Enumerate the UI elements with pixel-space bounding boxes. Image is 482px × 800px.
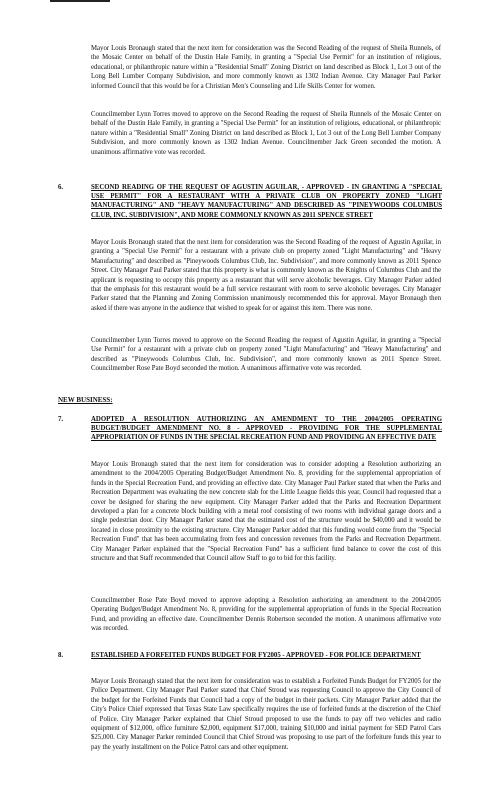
paragraph-budget-intro: Mayor Louis Bronaugh stated that the next item for consideration was to consider adopting a Resolution authorizing an amendment to the 2004/2005 Operating Budget/Budget Amendment No. 8, providing for the supplemental appropriation of funds in the Special Recreation Fund, and providing an effective date. City Manager Paul Parker stated that when the Parks and Recreation Department was evaluating the new concrete slab for the Little League fields this year, Council had requested that a cover be designed for sharing the new equipment. City Manager Parker added that the Parks and Recreation Department developed a plan for a concrete block building with a metal roof consisting of two rooms with individual garage doors and a single pedestrian door. City Manager Parker stated that the estimated cost of the structure would be $40,000 and it would be located in close proximity to the existing structure. City Manager Parker added that this funding would come from the "Special Recreation Fund" that has been accumulating from fees and concession revenues from the Parks and Recreation Department. City Manager Parker explained that the "Special Recreation Fund" has a sufficient fund balance to cover the cost of this structure and that Staff recommended that Council allow Staff to go to bid for this facility.	[91, 461, 441, 563]
new-business-heading: NEW BUSINESS:	[58, 396, 113, 404]
item-number: 8.	[58, 652, 64, 659]
paragraph-budget-motion: Councilmember Rose Pate Boyd moved to approve adopting a Resolution authorizing an amendment to the 2004/2005 Operating Budget/Budget Amendment No. 8, providing for the supplemental appropriation of funds in the Special Recreation Fund, and providing an effective date. Councilmember Dennis Robertson seconded the motion. A unanimous affirmative vote was recorded.	[91, 597, 441, 633]
item-title: ADOPTED A RESOLUTION AUTHORIZING AN AMENDMENT TO THE 2004/2005 OPERATING BUDGET/BUDGET AMENDMENT NO. 8 - APPROVED - PROVIDING FOR THE SUPPLEMENTAL APPROPRIATION OF FUNDS IN THE SPECIAL RECREATION FUND AND PROVIDING AN EFFECTIVE DATE	[91, 416, 442, 442]
paragraph-mosaic-center-intro: Mayor Louis Bronaugh stated that the next item for consideration was the Second Reading of the request of Sheila Runnels, of the Mosaic Center on behalf of the Dustin Hale Family, in granting a "Special Use Permit" for an institution of religious, educational, or philanthropic nature within a "Residential Small" Zoning District on land described as Block 1, Lot 3 out of the Long Bell Lumber Company Subdivision, and more commonly known as 1302 Indian Avenue. City Manager Paul Parker informed Council that this would be for a Christian Men's Counseling and Life Skills Center for women.	[91, 45, 441, 90]
agenda-item-8	[58, 651, 442, 660]
item-number: 7.	[58, 416, 64, 423]
paragraph-mosaic-center-motion: Councilmember Lynn Torres moved to approve on the Second Reading the request of Sheila Runnels of the Mosaic Center on behalf of the Dustin Hale Family, in granting a "Special Use Permit" for an institution of religious, educational, or philanthropic nature within a "Residential Small" Zoning District on land described as Block 1, Lot 3 out of the Long Bell Lumber Company Subdivision, and more commonly known as 1302 Indian Avenue. Councilmember Jack Green seconded the motion. A unanimous affirmative vote was recorded.	[91, 111, 441, 156]
paragraph-forfeited-funds: Mayor Louis Bronaugh stated that the next item for consideration was to establish a Forfeited Funds Budget for FY2005 for the Police Department. City Manager Paul Parker stated that Chief Stroud was requesting Council to approve the City Council of the budget for the Forfeited Funds that Council had a copy of the budget in their packets. City Manager Parker added that the City's Police Chief expressed that Texas State Law specifically requires the use of forfeited funds at the discretion of the Chief of Police. City Manager Parker explained that Chief Stroud proposed to use the funds to pay off two vehicles and radio equipment of $12,000, office furniture $2,000, equipment $17,000, training $10,000 and initial payment for SED Patrol Cars $25,000. City Manager Parker reminded Council that Chief Stroud was proposing to use part of the forfeiture funds this year to pay the yearly installment on the Police Patrol cars and other equipment.	[91, 678, 441, 751]
item-title: SECOND READING OF THE REQUEST OF AGUSTIN AGUILAR, - APPROVED - IN GRANTING A "SPECIAL USE PERMIT" FOR A RESTAURANT WITH A PRIVATE CLUB ON PROPERTY ZONED "LIGHT MANUFACTURING" AND "HEAVY MANUFACTURING" AND DESCRIBED AS "PINEYWOODS COLUMBUS CLUB, INC. SUBDIVISION", AND MORE COMMONLY KNOWN AS 2011 SPENCE STREET	[91, 184, 442, 219]
item-number: 6.	[58, 184, 64, 191]
item-title: ESTABLISHED A FORFEITED FUNDS BUDGET FOR FY2005 - APPROVED - FOR POLICE DEPARTMENT	[91, 652, 421, 659]
paragraph-aguilar-motion: Councilmember Lynn Torres moved to approve on the Second Reading the request of Agustin Aguilar, in granting a "Special Use Permit" for a restaurant with a private club on property zoned "Light Manufacturing" and "Heavy Manufacturing" and described as "Pineywoods Columbus Club, Inc. Subdivision", and more commonly known as 2011 Spence Street. Councilmember Rose Pate Boyd seconded the motion. A unanimous affirmative vote was recorded.	[91, 337, 441, 373]
paragraph-aguilar-intro: Mayor Louis Bronaugh stated that the next item for consideration was the Second Reading of the request of Agustin Aguilar, in granting a "Special Use Permit" for a restaurant with a private club on property zoned "Light Manufacturing" and "Heavy Manufacturing" and described as "Pineywoods Columbus Club, Inc. Subdivision", and more commonly known as 2011 Spence Street. City Manager Paul Parker stated that this property is what is commonly known as the Knights of Columbus Club and the applicant is requesting to occupy this property as a restaurant that will serve alcoholic beverages. City Manager Parker added that the emphasis for this restaurant would be a full service restaurant with room to serve alcoholic beverages. City Manager Parker stated that the Planning and Zoning Commission unanimously recommended this for approval. Mayor Bronaugh then asked if there was anyone in the audience that wished to speak for or against this item. There was none.	[91, 239, 441, 312]
agenda-item-6	[58, 183, 442, 220]
agenda-item-7	[58, 415, 442, 443]
scan-edge-mark	[50, 0, 110, 2]
